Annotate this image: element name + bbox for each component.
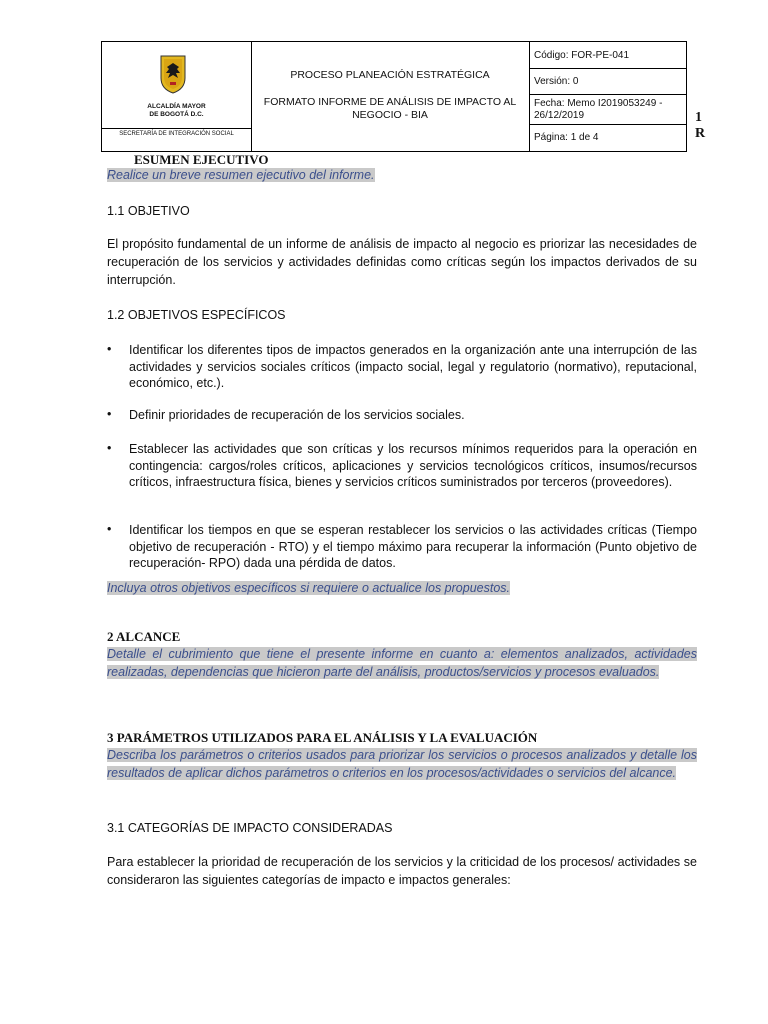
categories-paragraph: Para establecer la prioridad de recuperación de los servicios y la criticidad de los procesos/ actividades se consideraron las siguientes categorías de impacto e impactos generales: xyxy=(107,855,697,887)
bullet-icon: • xyxy=(107,407,112,421)
format-name: FORMATO INFORME DE ANÁLISIS DE IMPACTO AL NEGOCIO - BIA xyxy=(263,96,517,121)
list-item: Identificar los diferentes tipos de impactos generados en la organización ante una interrupción de las actividades y servicios sociales críticos (impacto social, legal y regulatorio (normativo), reputacional, económico, etc.). xyxy=(129,343,697,390)
bullet-icon: • xyxy=(107,342,112,356)
document-header-table xyxy=(101,41,687,152)
list-item: Definir prioridades de recuperación de los servicios sociales. xyxy=(129,408,465,422)
bullet-icon: • xyxy=(107,441,112,455)
bullet-icon: • xyxy=(107,522,112,536)
categories-heading: 3.1 CATEGORÍAS DE IMPACTO CONSIDERADAS xyxy=(107,821,393,835)
objective-heading: 1.1 OBJETIVO xyxy=(107,204,190,218)
org-name-line2: DE BOGOTÁ D.C. xyxy=(149,111,204,118)
logo-divider xyxy=(102,128,251,129)
specific-objectives-hint: Incluya otros objetivos específicos si requiere o actualice los propuestos. xyxy=(107,581,510,595)
document-version: Versión: 0 xyxy=(529,69,686,95)
document-code: Código: FOR-PE-041 xyxy=(529,42,686,69)
summary-heading: ESUMEN EJECUTIVO xyxy=(134,152,269,167)
specific-objectives-heading: 1.2 OBJETIVOS ESPECÍFICOS xyxy=(107,308,286,322)
header-title-cell xyxy=(251,42,530,151)
process-name: PROCESO PLANEACIÓN ESTRATÉGICA xyxy=(290,69,490,81)
org-name-line1: ALCALDÍA MAYOR xyxy=(147,103,206,110)
parameters-heading: 3 PARÁMETROS UTILIZADOS PARA EL ANÁLISIS Y LA EVALUACIÓN xyxy=(107,730,538,745)
bogota-coat-of-arms-icon xyxy=(158,54,188,94)
document-date: Fecha: Memo I2019053249 - 26/12/2019 xyxy=(529,95,686,125)
org-department: SECRETARÍA DE INTEGRACIÓN SOCIAL xyxy=(119,131,234,137)
side-mark-1: 1 xyxy=(695,110,702,125)
page-number: Página: 1 de 4 xyxy=(534,132,599,143)
parameters-hint: Describa los parámetros o criterios usados para priorizar los servicios o procesos analizados y detalle los resultados de aplicar dichos parámetros o criterios en los procesos/actividades o servicios del alcance. xyxy=(107,748,697,780)
side-mark-2: R xyxy=(695,126,706,141)
header-logo-cell xyxy=(102,42,252,151)
list-item: Identificar los tiempos en que se esperan restablecer los servicios o las actividades críticas (Tiempo objetivo de recuperación - RTO) y el tiempo máximo para recuperar la información (Punto objetivo de recuperación- RPO) dada una pérdida de datos. xyxy=(129,523,697,570)
scope-heading: 2 ALCANCE xyxy=(107,629,181,644)
scope-hint: Detalle el cubrimiento que tiene el presente informe en cuanto a: elementos analizados, actividades realizadas, dependencias que hicieron parte del análisis, productos/servicios y procesos evaluados. xyxy=(107,647,697,679)
header-meta-cell xyxy=(529,42,686,151)
summary-hint: Realice un breve resumen ejecutivo del informe. xyxy=(107,168,375,182)
objective-paragraph: El propósito fundamental de un informe de análisis de impacto al negocio es priorizar las necesidades de recuperación de los servicios y actividades definidas como críticas según los impactos derivados de su interrupción. xyxy=(107,237,697,287)
list-item: Establecer las actividades que son críticas y los recursos mínimos requeridos para la operación en contingencia: cargos/roles críticos, aplicaciones y servicios tecnológicos críticos, insumos/recursos críticos, infraestructura física, bienes y servicios críticos suministrados por terceros (proveedores). xyxy=(129,442,697,489)
